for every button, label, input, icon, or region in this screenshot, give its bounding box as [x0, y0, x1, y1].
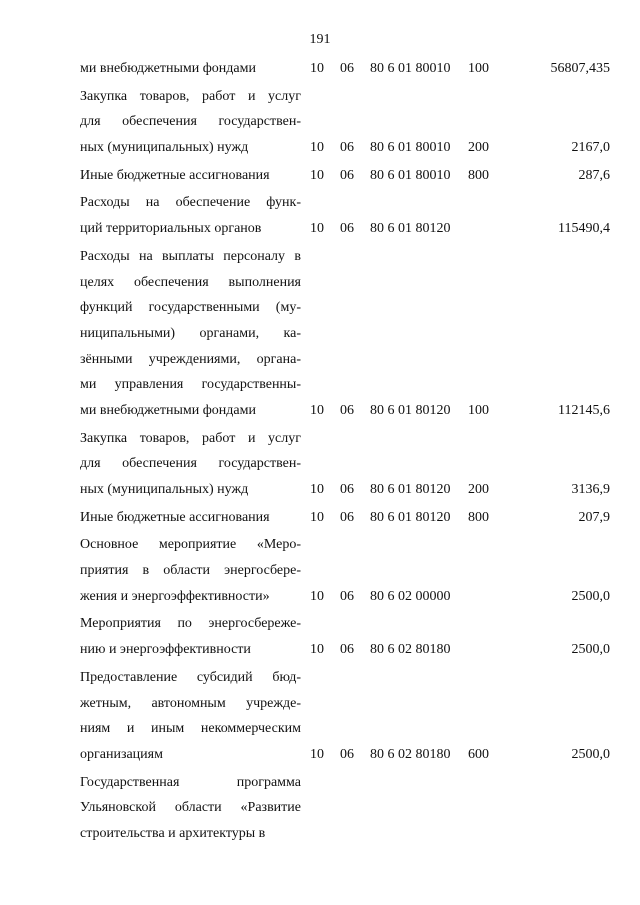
- expense-name-line: Предоставление субсидий бюд-: [80, 669, 301, 685]
- subsection-code: 06: [340, 140, 354, 156]
- section-code: 10: [310, 61, 324, 76]
- expense-name-line: зёнными учреждениями, органа-: [80, 351, 301, 367]
- table-row: [80, 56, 610, 82]
- expense-name-line: Ульяновской области «Развитие: [80, 800, 301, 816]
- expense-type-code: 100: [468, 402, 489, 418]
- subsection-code: 06: [340, 221, 354, 237]
- subsection-code: 06: [340, 167, 354, 183]
- budget-table: [80, 56, 610, 849]
- expense-name-line: функций государственными (му-: [80, 300, 301, 316]
- expense-name: [80, 770, 301, 847]
- expense-name: [80, 163, 301, 189]
- expense-type-code: 200: [468, 140, 489, 156]
- expense-name-line: жения и энергоэффективности»: [80, 588, 270, 604]
- amount: 115490,4: [558, 221, 610, 237]
- amount: 3136,9: [571, 482, 610, 497]
- target-article-code: 80 6 02 80180: [370, 746, 451, 762]
- expense-name-line: Государственная программа: [80, 774, 301, 790]
- expense-name: [80, 56, 301, 82]
- page-number: 191: [309, 32, 331, 47]
- amount: 2167,0: [571, 140, 610, 156]
- section-code: 10: [310, 167, 324, 183]
- expense-type-code: 600: [468, 746, 489, 762]
- target-article-code: 80 6 01 80120: [370, 402, 451, 418]
- subsection-code: 06: [340, 61, 354, 76]
- expense-name-line: строительства и архитектуры в: [80, 825, 266, 841]
- section-code: 10: [310, 746, 324, 762]
- amount: 2500,0: [571, 588, 610, 604]
- subsection-code: 06: [340, 482, 354, 497]
- expense-name-line: жетным, автономным учрежде-: [80, 695, 301, 711]
- target-article-code: 80 6 01 80010: [370, 167, 451, 183]
- target-article-code: 80 6 01 80120: [370, 482, 451, 497]
- subsection-code: 06: [340, 588, 354, 604]
- table-row: [80, 84, 610, 161]
- expense-name-line: ниям и иным некоммерческим: [80, 721, 301, 737]
- section-code: 10: [310, 482, 324, 497]
- target-article-code: 80 6 01 80010: [370, 61, 451, 76]
- table-row: [80, 244, 610, 424]
- expense-name-line: Закупка товаров, работ и услуг: [80, 430, 301, 446]
- expense-name-line: для обеспечения государствен-: [80, 456, 301, 472]
- table-row: [80, 163, 610, 189]
- section-code: 10: [310, 642, 324, 658]
- table-row: [80, 426, 610, 503]
- amount: 207,9: [578, 509, 610, 525]
- expense-name-line: для обеспечения государствен-: [80, 114, 301, 130]
- subsection-code: 06: [340, 509, 354, 525]
- expense-name-line: организациям: [80, 746, 163, 762]
- expense-name: [80, 244, 301, 424]
- expense-name-line: целях обеспечения выполнения: [80, 274, 301, 290]
- expense-name-line: ных (муниципальных) нужд: [80, 482, 249, 497]
- expense-name: [80, 426, 301, 503]
- section-code: 10: [310, 402, 324, 418]
- target-article-code: 80 6 01 80120: [370, 221, 451, 237]
- expense-name-line: Иные бюджетные ассигнования: [80, 167, 270, 183]
- subsection-code: 06: [340, 746, 354, 762]
- expense-name-line: ций территориальных органов: [80, 221, 262, 237]
- expense-name-line: Расходы на обеспечение функ-: [80, 195, 301, 211]
- expense-name-line: Расходы на выплаты персоналу в: [80, 248, 301, 264]
- expense-type-code: 800: [468, 509, 489, 525]
- expense-type-code: 800: [468, 167, 489, 183]
- amount: 287,6: [578, 167, 610, 183]
- section-code: 10: [310, 509, 324, 525]
- table-row: [80, 611, 610, 662]
- target-article-code: 80 6 01 80120: [370, 509, 451, 525]
- expense-name: [80, 190, 301, 241]
- subsection-code: 06: [340, 402, 354, 418]
- expense-name-line: Иные бюджетные ассигнования: [80, 509, 270, 525]
- expense-name-line: ми внебюджетными фондами: [80, 61, 256, 76]
- expense-name: [80, 665, 301, 768]
- section-code: 10: [310, 140, 324, 156]
- expense-name-line: Закупка товаров, работ и услуг: [80, 88, 301, 104]
- expense-name-line: приятия в области энергосбере-: [80, 563, 301, 579]
- table-row: [80, 770, 610, 847]
- expense-name: [80, 532, 301, 609]
- expense-name: [80, 505, 301, 531]
- table-row: [80, 665, 610, 768]
- subsection-code: 06: [340, 642, 354, 658]
- target-article-code: 80 6 02 00000: [370, 588, 451, 604]
- amount: 2500,0: [571, 746, 610, 762]
- expense-name-line: ниципальными) органами, ка-: [80, 325, 301, 341]
- expense-name-line: ных (муниципальных) нужд: [80, 140, 249, 156]
- expense-name: [80, 611, 301, 662]
- amount: 2500,0: [571, 642, 610, 658]
- expense-name-line: Основное мероприятие «Меро-: [80, 537, 301, 553]
- amount: 56807,435: [550, 61, 610, 76]
- target-article-code: 80 6 01 80010: [370, 140, 451, 156]
- amount: 112145,6: [558, 402, 610, 418]
- table-row: [80, 190, 610, 241]
- expense-type-code: 200: [468, 482, 489, 497]
- section-code: 10: [310, 221, 324, 237]
- section-code: 10: [310, 588, 324, 604]
- expense-name-line: Мероприятия по энергосбереже-: [80, 616, 301, 632]
- expense-name: [80, 84, 301, 161]
- table-row: [80, 532, 610, 609]
- table-row: [80, 505, 610, 531]
- expense-name-line: ми управления государственны-: [80, 377, 301, 393]
- expense-name-line: ми внебюджетными фондами: [80, 402, 256, 418]
- target-article-code: 80 6 02 80180: [370, 642, 451, 658]
- expense-name-line: нию и энергоэффективности: [80, 642, 251, 658]
- expense-type-code: 100: [468, 61, 489, 76]
